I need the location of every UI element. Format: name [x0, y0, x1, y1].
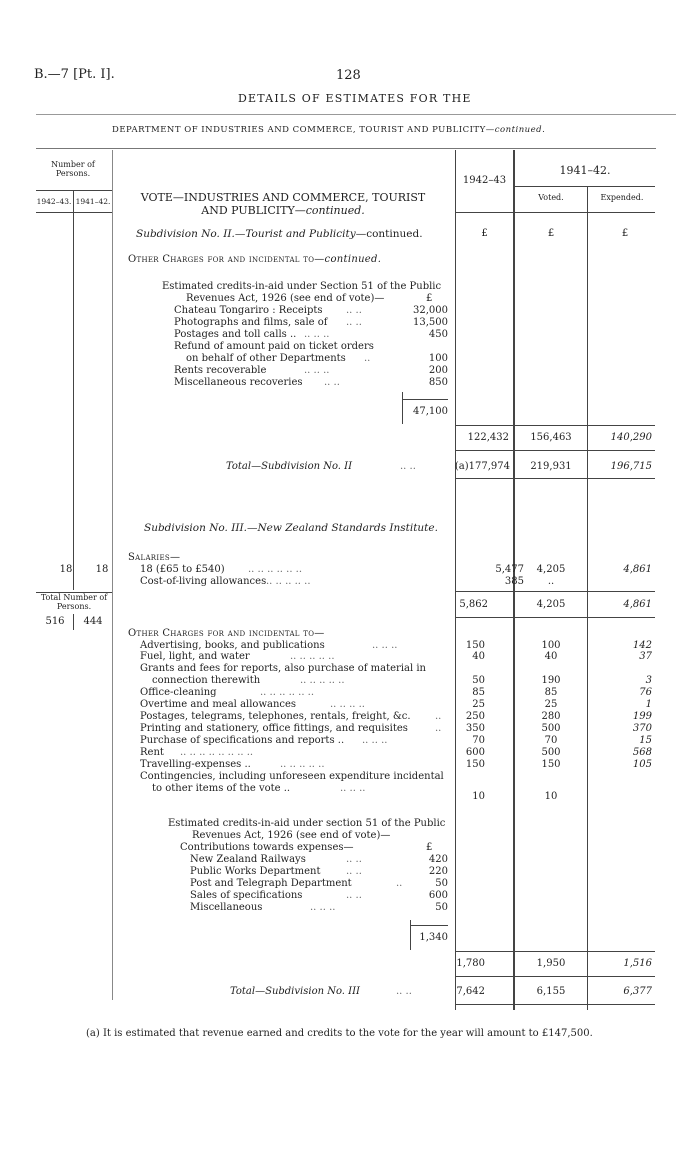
table-row — [140, 723, 656, 735]
pound-sign-col3: £ — [621, 228, 629, 239]
sub2-heading-continued: —continued. — [355, 228, 423, 240]
cell-expended: 76 — [639, 687, 652, 698]
row-dots: .. .. .. .. .. — [290, 651, 335, 662]
row-dots: .. .. .. .. .. .. — [260, 687, 315, 698]
sub3-sal-total-bottom-rule — [455, 617, 655, 618]
row-label: Fuel, light, and water — [140, 651, 250, 662]
list-item — [174, 377, 448, 388]
list-item — [174, 341, 448, 352]
sub3-credits-line3: Contributions towards expenses— — [180, 842, 354, 853]
sub2-total-voted: 219,931 — [530, 461, 572, 472]
credit-label: Sales of specifications — [190, 890, 303, 901]
table-row — [140, 699, 656, 711]
col-1942-header: 1942–43 — [462, 175, 507, 186]
sub3-total-voted: 6,155 — [536, 986, 566, 997]
cell-voted: 500 — [541, 723, 561, 734]
table-row — [140, 675, 656, 687]
persons-col-1942: 1942–43. — [36, 197, 72, 206]
credit-dots: .. .. .. — [304, 329, 330, 340]
row-dots: .. — [435, 723, 442, 734]
credit-label: on behalf of other Departments — [186, 353, 346, 364]
sub2-credits-total-rule — [402, 399, 448, 400]
sub3-oc-total-bottom-rule — [455, 976, 655, 977]
credit-value: 50 — [435, 902, 448, 913]
sub2-heading — [136, 228, 423, 240]
list-item — [190, 854, 448, 865]
subtitle-text: DEPARTMENT OF INDUSTRIES AND COMMERCE, TOURIST AND PUBLICITY— — [112, 125, 495, 135]
pound-sign-col1: £ — [481, 228, 488, 239]
sub2-other-charges-continued: continued. — [324, 254, 382, 265]
row-dots: .. .. .. .. .. .. — [248, 564, 303, 575]
credit-dots: .. .. — [346, 305, 362, 316]
credit-label: Chateau Tongariro : Receipts — [174, 305, 323, 316]
sub2-subtotal-voted: 156,463 — [530, 432, 572, 443]
col-header-bottom-rule — [455, 212, 655, 213]
cell-voted: 85 — [544, 687, 558, 698]
sub3-oc-total-1942: 1,780 — [456, 958, 485, 969]
credit-dots: .. .. — [346, 866, 362, 877]
cell-1942: 70 — [472, 735, 485, 746]
sub3-sal-total-voted: 4,205 — [536, 599, 566, 610]
cell-expended: 1 — [645, 699, 652, 710]
cell-1942: 25 — [472, 699, 485, 710]
sub2-credits-line2: Revenues Act, 1926 (see end of vote)— — [186, 293, 385, 304]
sub3-total-label: Total—Subdivision No. III — [230, 986, 361, 997]
table-row — [36, 576, 656, 588]
page-ref: B.—7 [Pt. I]. — [34, 67, 115, 82]
credit-dots: .. .. — [346, 890, 362, 901]
sub3-credits-total: 1,340 — [419, 932, 448, 943]
sub3-sal-total-expended: 4,861 — [623, 599, 652, 610]
sub2-total-expended: 196,715 — [610, 461, 652, 472]
row-dots: .. — [435, 711, 442, 722]
row-dots: .. .. .. .. — [330, 699, 365, 710]
row-dots: .. .. .. .. .. — [280, 759, 325, 770]
list-item — [174, 305, 448, 316]
row-label: Rent — [140, 747, 164, 758]
sub3-credits-line2: Revenues Act, 1926 (see end of vote)— — [192, 830, 391, 841]
cell-1942: 150 — [465, 759, 485, 770]
col-1941-header-rule — [515, 186, 655, 187]
cell-1942: 250 — [465, 711, 485, 722]
credit-label: Refund of amount paid on ticket orders — [174, 341, 374, 352]
vote-heading — [118, 191, 448, 217]
total-persons-label: Total Number of Persons. — [40, 593, 108, 611]
table-top-rule — [36, 148, 656, 149]
credit-value: 50 — [435, 878, 448, 889]
sub3-total-expended: 6,377 — [623, 986, 652, 997]
sub2-subtotal-top-rule — [455, 425, 655, 426]
header-rule — [36, 114, 676, 115]
table-row — [140, 663, 656, 675]
cell-voted: 40 — [544, 651, 558, 662]
row-label: Overtime and meal allowances — [140, 699, 297, 710]
sub2-total-bottom-rule — [455, 478, 655, 479]
row-dots: .. .. .. .. .. .. .. .. — [180, 747, 254, 758]
cell-expended: 370 — [632, 723, 652, 734]
pound-sign-col2: £ — [547, 228, 555, 239]
cell-voted: 100 — [541, 640, 561, 651]
footnote: (a) It is estimated that revenue earned and credits to the vote for the year will amount to £147,500. — [86, 1028, 593, 1039]
page-subtitle — [112, 125, 545, 135]
sub3-heading: Subdivision No. III.—New Zealand Standards Institute. — [144, 522, 438, 534]
cell-expended: 142 — [632, 640, 652, 651]
sub3-credits-line1: Estimated credits-in-aid under section 51 of the Public — [168, 818, 446, 829]
sub3-oc-total-top-rule — [455, 951, 655, 952]
list-item — [190, 890, 448, 901]
table-row — [140, 783, 656, 802]
page-number: 128 — [336, 68, 361, 83]
cell-1942: 150 — [465, 640, 485, 651]
cell-1942: 5,477 — [495, 564, 524, 575]
credit-value: 450 — [428, 329, 448, 340]
credit-dots: .. .. .. — [310, 902, 336, 913]
list-item — [190, 866, 448, 877]
cell-expended: 3 — [645, 675, 652, 686]
row-label: Contingencies, including unforeseen expenditure incidental — [140, 771, 444, 782]
credit-label: New Zealand Railways — [190, 854, 306, 865]
row-label: Cost-of-living allowances — [140, 576, 267, 587]
sub2-total-dots: .. .. — [400, 461, 416, 472]
cell-1942: 10 — [472, 791, 485, 802]
persons-1941: 18 — [95, 564, 109, 575]
sub2-heading-text: Subdivision No. II.—Tourist and Publicity — [136, 228, 356, 240]
row-label: Office-cleaning — [140, 687, 217, 698]
list-item — [190, 878, 448, 889]
row-label: Grants and fees for reports, also purchase of material in — [140, 663, 427, 674]
credit-label: Public Works Department — [190, 866, 321, 877]
vote-heading-line2: AND PUBLICITY— — [201, 204, 306, 217]
cell-1942: 85 — [472, 687, 485, 698]
row-label: connection therewith — [152, 675, 261, 686]
credit-label: Post and Telegraph Department — [190, 878, 352, 889]
sub2-credits-pound: £ — [426, 293, 433, 304]
credit-label: Postages and toll calls .. — [174, 329, 297, 340]
list-item — [190, 902, 448, 913]
persons-header-rule — [36, 190, 112, 191]
persons-divider — [73, 190, 74, 590]
table-row — [140, 747, 656, 759]
credit-value: 100 — [428, 353, 448, 364]
persons-subheader-rule — [36, 212, 112, 213]
list-item — [174, 317, 448, 328]
sub2-subtotal-bottom-rule — [455, 450, 655, 451]
sub3-total-dots: .. .. — [396, 986, 412, 997]
sub3-oc-total-expended: 1,516 — [623, 958, 652, 969]
row-label: Travelling-expenses .. — [140, 759, 251, 770]
row-label: Advertising, books, and publications — [140, 640, 325, 651]
credit-dots: .. .. — [346, 854, 362, 865]
sub3-other-charges-heading: Other Charges for and incidental to— — [128, 628, 325, 639]
row-label: Purchase of specifications and reports .. — [140, 735, 345, 746]
subtitle-continued: continued. — [494, 125, 546, 135]
list-item — [174, 365, 448, 376]
sub3-total-bottom-rule — [455, 1004, 655, 1005]
cell-voted: 150 — [541, 759, 561, 770]
row-dots: .. .. .. .. .. — [266, 576, 311, 587]
col-voted-header: Voted. — [538, 193, 564, 202]
sub3-credits-pound: £ — [426, 842, 433, 853]
cell-1942: 40 — [472, 651, 485, 662]
vote-heading-continued: continued. — [305, 204, 365, 217]
page-title: DETAILS OF ESTIMATES FOR THE — [238, 92, 472, 105]
cell-voted: 70 — [544, 735, 558, 746]
vote-heading-line1: VOTE—INDUSTRIES AND COMMERCE, TOURIST — [140, 191, 426, 204]
cell-expended: 15 — [639, 735, 652, 746]
sub3-sal-total-top-rule — [455, 591, 655, 592]
row-dots: .. .. .. — [340, 783, 366, 794]
total-persons-divider — [73, 614, 74, 630]
cell-expended: 105 — [632, 759, 652, 770]
credit-dots: .. .. .. — [304, 365, 330, 376]
table-row — [140, 759, 656, 771]
credit-dots: .. .. — [346, 317, 362, 328]
sub2-total-label: Total—Subdivision No. II — [226, 461, 353, 472]
total-persons-1941: 444 — [83, 616, 103, 627]
row-label: 18 (£65 to £540) — [140, 564, 225, 575]
persons-col-1941: 1941–42. — [75, 197, 111, 206]
sub2-credits-line1: Estimated credits-in-aid under Section 51 of the Public — [162, 281, 442, 292]
credit-label: Miscellaneous — [190, 902, 263, 913]
table-row — [140, 735, 656, 747]
sub2-total-1942: (a)177,974 — [454, 461, 510, 472]
row-dots: .. .. .. — [372, 640, 398, 651]
col-1941-header: 1941–42. — [559, 164, 611, 177]
credit-value: 32,000 — [413, 305, 448, 316]
sub2-subtotal-1942: 122,432 — [467, 432, 509, 443]
row-dots: .. .. .. .. .. — [300, 675, 345, 686]
sub3-sal-total-1942: 5,862 — [459, 599, 488, 610]
cell-voted: .. — [547, 576, 555, 587]
table-row — [140, 711, 656, 723]
sub2-other-charges-text: Other Charges for and incidental to— — [128, 254, 325, 265]
cell-1942: 385 — [504, 576, 524, 587]
table-row — [140, 771, 656, 783]
credit-dots: .. — [364, 353, 371, 364]
sub2-other-charges-heading — [128, 254, 381, 265]
cell-voted: 25 — [544, 699, 558, 710]
credit-label: Rents recoverable — [174, 365, 267, 376]
credit-value: 200 — [428, 365, 448, 376]
sub3-salaries-heading: Salaries— — [128, 552, 181, 563]
cell-expended: 4,861 — [623, 564, 652, 575]
cell-1942: 350 — [465, 723, 485, 734]
table-row — [140, 687, 656, 699]
sub3-oc-total-voted: 1,950 — [536, 958, 566, 969]
row-label: to other items of the vote .. — [152, 783, 291, 794]
list-item — [174, 329, 448, 340]
cell-voted: 10 — [544, 791, 558, 802]
col-expended-header: Expended. — [600, 193, 644, 202]
credit-label: Miscellaneous recoveries — [174, 377, 303, 388]
credit-label: Photographs and films, sale of — [174, 317, 328, 328]
table-row — [36, 564, 656, 576]
total-persons-1942: 516 — [45, 616, 65, 627]
row-label: Printing and stationery, office fittings, and requisites — [140, 723, 408, 734]
table-row — [140, 651, 656, 663]
cell-1942: 600 — [465, 747, 485, 758]
persons-header: Number of Persons. — [51, 160, 95, 178]
credit-value: 420 — [428, 854, 448, 865]
credit-dots: .. — [396, 878, 403, 889]
persons-1942: 18 — [59, 564, 73, 575]
cell-expended: 37 — [639, 651, 652, 662]
sub3-total-1942: 7,642 — [456, 986, 485, 997]
cell-1942: 50 — [472, 675, 485, 686]
cell-voted: 500 — [541, 747, 561, 758]
cell-expended: 199 — [632, 711, 652, 722]
credit-value: 220 — [428, 866, 448, 877]
credit-dots: .. .. — [324, 377, 340, 388]
cell-voted: 4,205 — [536, 564, 566, 575]
sub3-credits-total-rule — [410, 925, 448, 926]
credit-value: 13,500 — [413, 317, 448, 328]
row-dots: .. .. .. — [362, 735, 388, 746]
credit-value: 600 — [428, 890, 448, 901]
list-item — [186, 353, 448, 364]
col-voted-right-border — [587, 186, 588, 1010]
cell-voted: 190 — [541, 675, 561, 686]
row-label: Postages, telegrams, telephones, rentals, freight, &c. — [140, 711, 411, 722]
cell-voted: 280 — [541, 711, 561, 722]
sub2-subtotal-expended: 140,290 — [610, 432, 652, 443]
cell-expended: 568 — [632, 747, 652, 758]
credit-value: 850 — [428, 377, 448, 388]
sub2-credits-total: 47,100 — [413, 406, 448, 417]
